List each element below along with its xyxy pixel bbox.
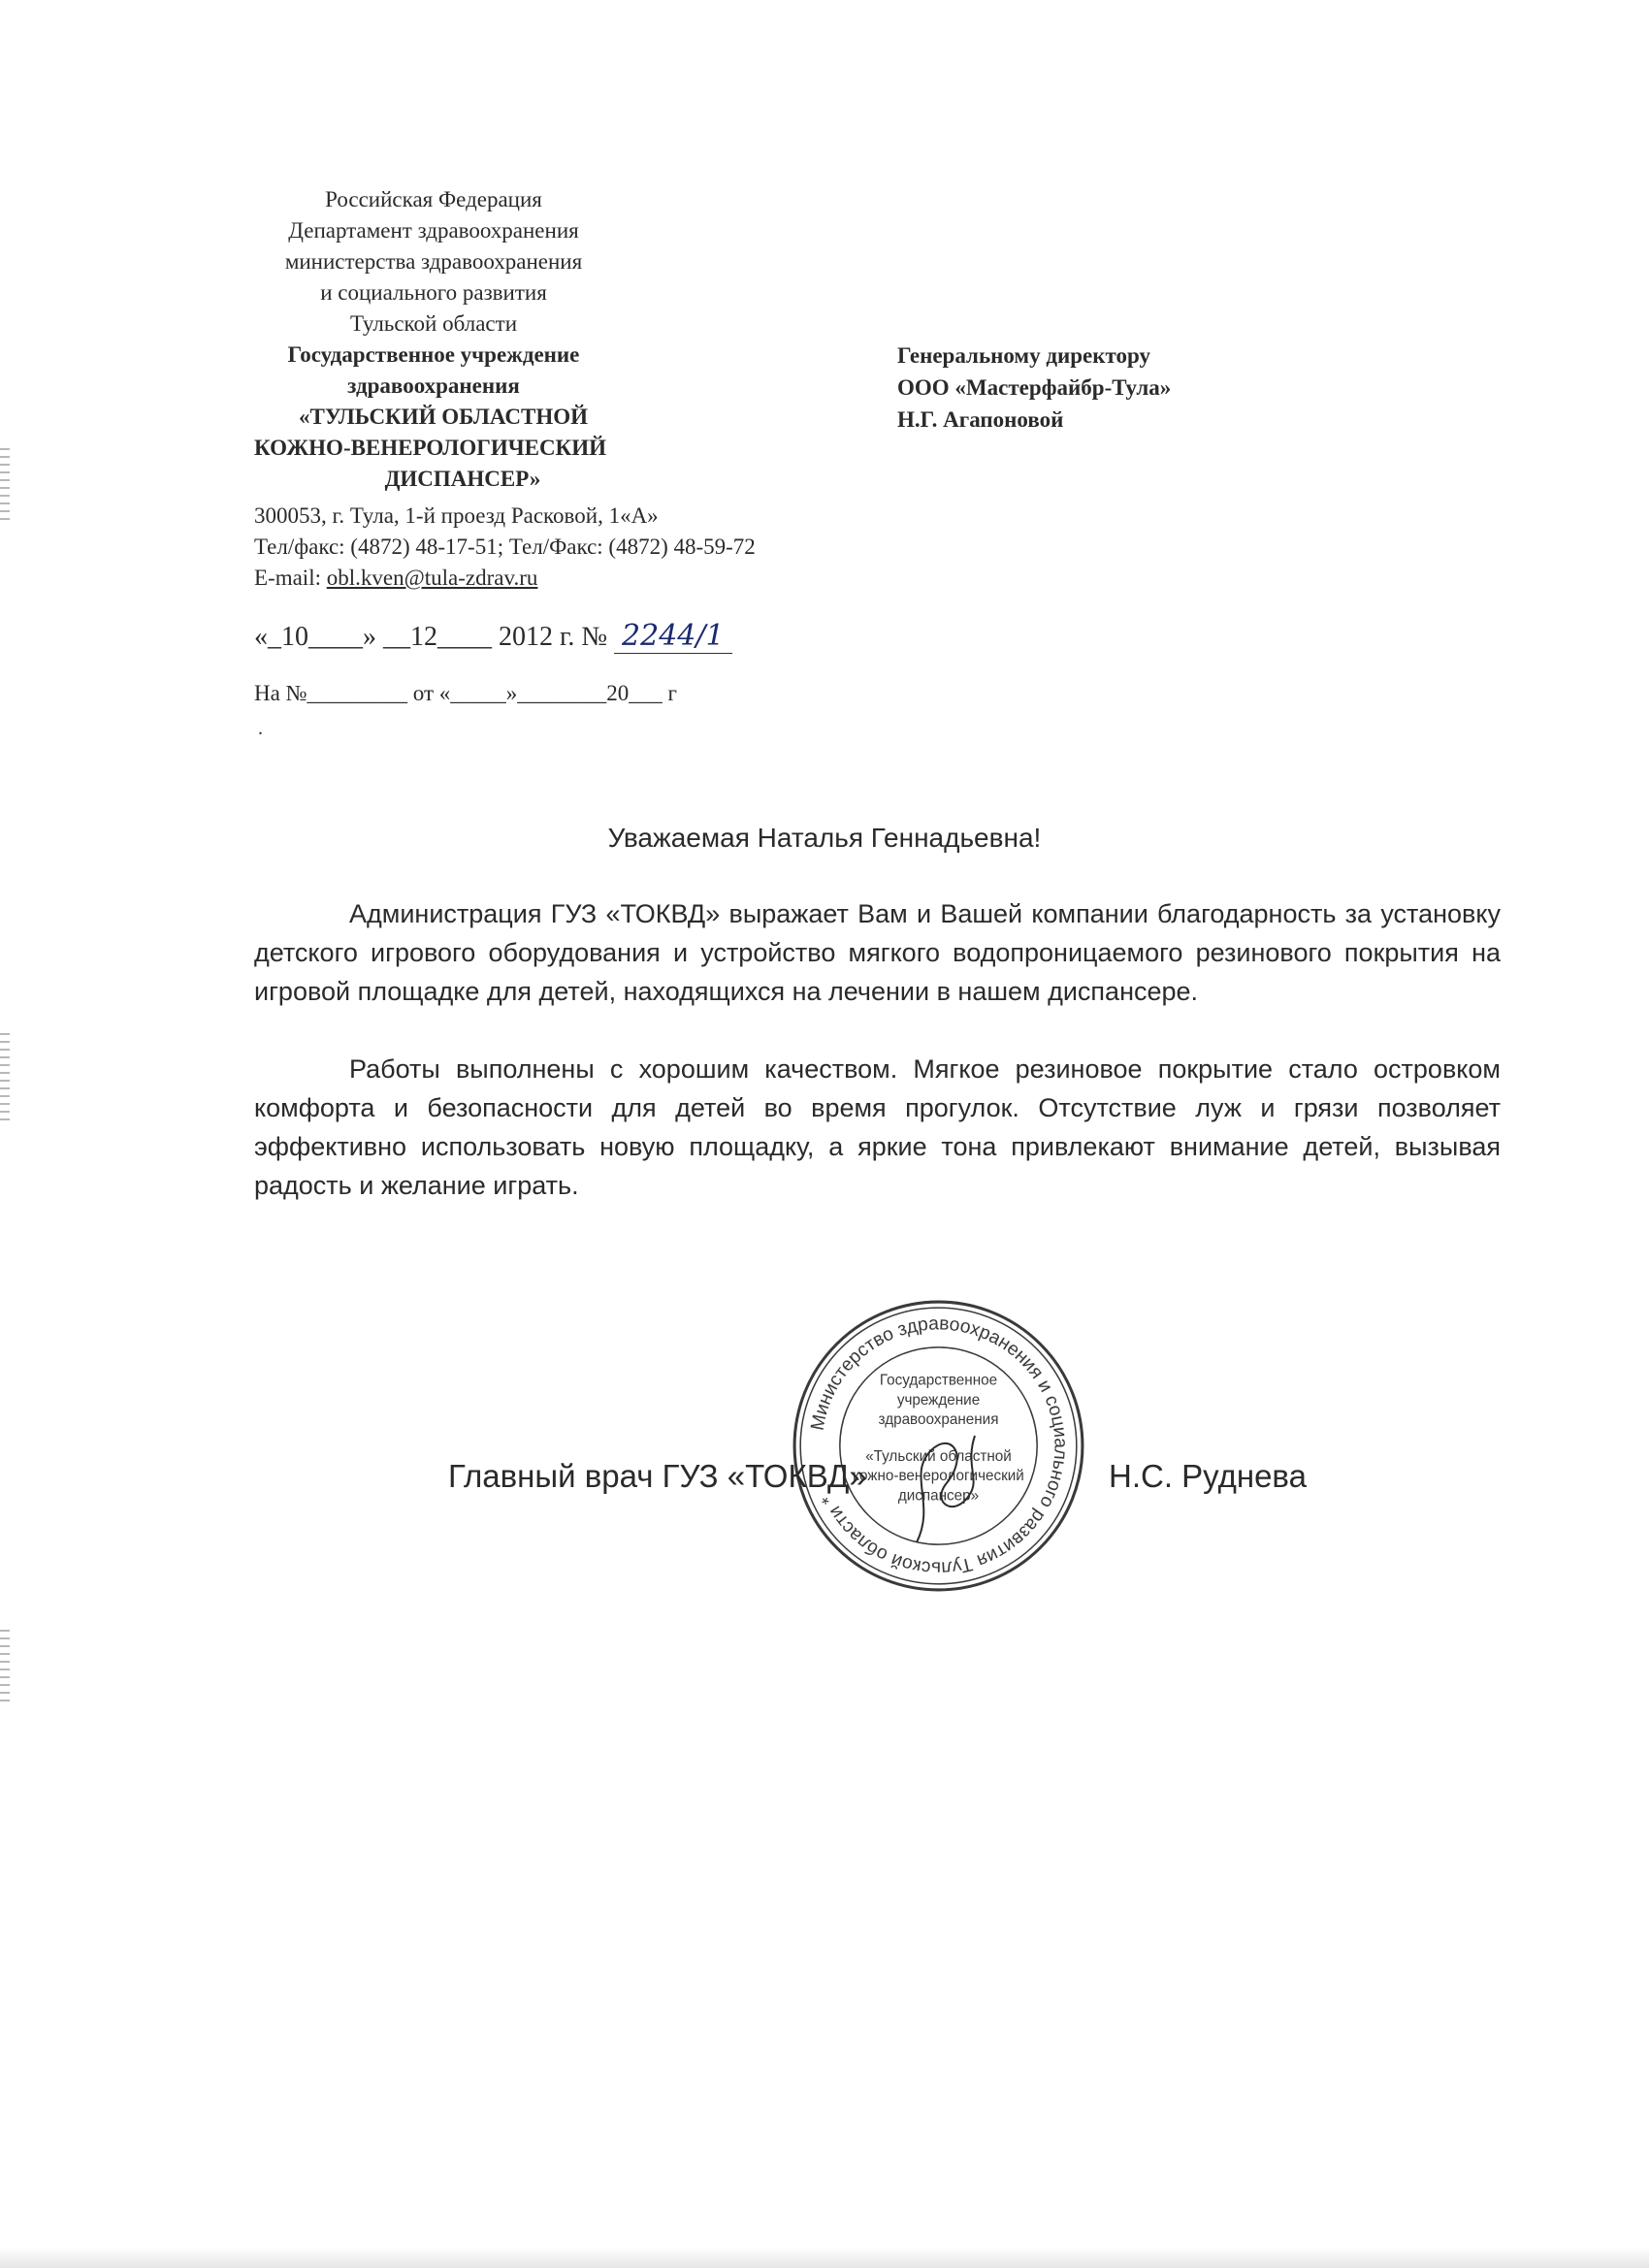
addressee-company: ООО «Мастерфайбр-Тула» bbox=[897, 375, 1172, 400]
date-month: 12 bbox=[410, 622, 437, 652]
salutation: Уважаемая Наталья Геннадьевна! bbox=[607, 823, 1042, 853]
scan-edge-mark bbox=[0, 1033, 10, 1120]
date-number-line bbox=[254, 619, 732, 655]
body-paragraph-2: Работы выполнены с хорошим качеством. Мягкое резиновое покрытие стало островком комфорта и безопасности для детей во время прогулок. Отсутствие луж и грязи позволяет эффективно использовать новую площадку, а яркие тона привлекают внимание детей, вызывая радость и желание играть. bbox=[254, 1054, 1501, 1200]
letterhead-department: Департамент здравоохранения bbox=[288, 218, 579, 243]
scan-edge-mark bbox=[0, 448, 10, 526]
org-name-1: Государственное учреждение bbox=[287, 342, 580, 367]
date-number-label: г. № bbox=[553, 622, 615, 652]
scan-bottom-band bbox=[0, 2247, 1649, 2268]
date-sep-1: ____» __ bbox=[308, 622, 410, 652]
body-paragraph-1: Администрация ГУЗ «ТОКВД» выражает Вам и Вашей компании благодарность за установку детского игрового оборудования и устройство мягкого водопроницаемого резинового покрытия на игровой площадке для детей, находящихся на лечении в нашем диспансере. bbox=[254, 899, 1501, 1006]
letterhead-region: Тульской области bbox=[349, 311, 518, 336]
stamp-center-line-6: диспансер» bbox=[897, 1487, 980, 1505]
signatory-name: Н.С. Руднева bbox=[1109, 1458, 1307, 1494]
date-open: «_ bbox=[254, 622, 281, 652]
org-email-line bbox=[254, 563, 894, 594]
letterhead-country: Российская Федерация bbox=[325, 187, 542, 211]
org-name-3: «ТУЛЬСКИЙ ОБЛАСТНОЙ bbox=[298, 405, 589, 429]
org-name-2: здравоохранения bbox=[347, 373, 520, 398]
stray-dot: . bbox=[258, 718, 263, 739]
letterhead-ministry-2: и социального развития bbox=[320, 280, 547, 305]
addressee-block bbox=[897, 340, 1171, 436]
stamp-center-line-2: учреждение bbox=[896, 1391, 981, 1409]
addressee-position: Генеральному директору bbox=[897, 343, 1150, 368]
scan-edge-mark bbox=[0, 1630, 10, 1707]
reference-line: На №_________ от «_____»________20___ г bbox=[254, 681, 677, 705]
stamp-center-line-1: Государственное bbox=[879, 1372, 998, 1389]
stamp-outer-text: Министерство здравоохранения и социального развития Тульской области * bbox=[807, 1313, 1071, 1578]
date-day: 10 bbox=[281, 622, 308, 652]
date-year: 2012 bbox=[499, 622, 553, 652]
handwritten-outgoing-number: 2244/1 bbox=[614, 619, 732, 654]
signatory-title: Главный врач ГУЗ «ТОКВД» bbox=[448, 1458, 867, 1494]
addressee-name: Н.Г. Агапоновой bbox=[897, 407, 1064, 432]
org-address: 300053, г. Тула, 1-й проезд Расковой, 1«А» bbox=[254, 503, 659, 528]
org-name-5: ДИСПАНСЕР» bbox=[384, 467, 541, 491]
org-phone: Тел/факс: (4872) 48-17-51; Тел/Факс: (4872) 48-59-72 bbox=[254, 535, 756, 559]
email-link[interactable]: obl.kven@tula-zdrav.ru bbox=[326, 566, 538, 590]
letterhead-ministry: министерства здравоохранения bbox=[284, 249, 583, 274]
letterhead bbox=[254, 184, 894, 594]
handwritten-signature bbox=[878, 1397, 994, 1552]
date-sep-2: ____ bbox=[437, 622, 499, 652]
email-label: E-mail: bbox=[254, 566, 327, 590]
stamp-center-line-4: «Тульский областной bbox=[865, 1447, 1012, 1465]
stamp-center-line-5: кожно-венерологический bbox=[853, 1468, 1024, 1485]
stamp-center-line-3: здравоохранения bbox=[878, 1411, 999, 1429]
org-name-4: КОЖНО-ВЕНЕРОЛОГИЧЕСКИЙ bbox=[254, 436, 607, 460]
